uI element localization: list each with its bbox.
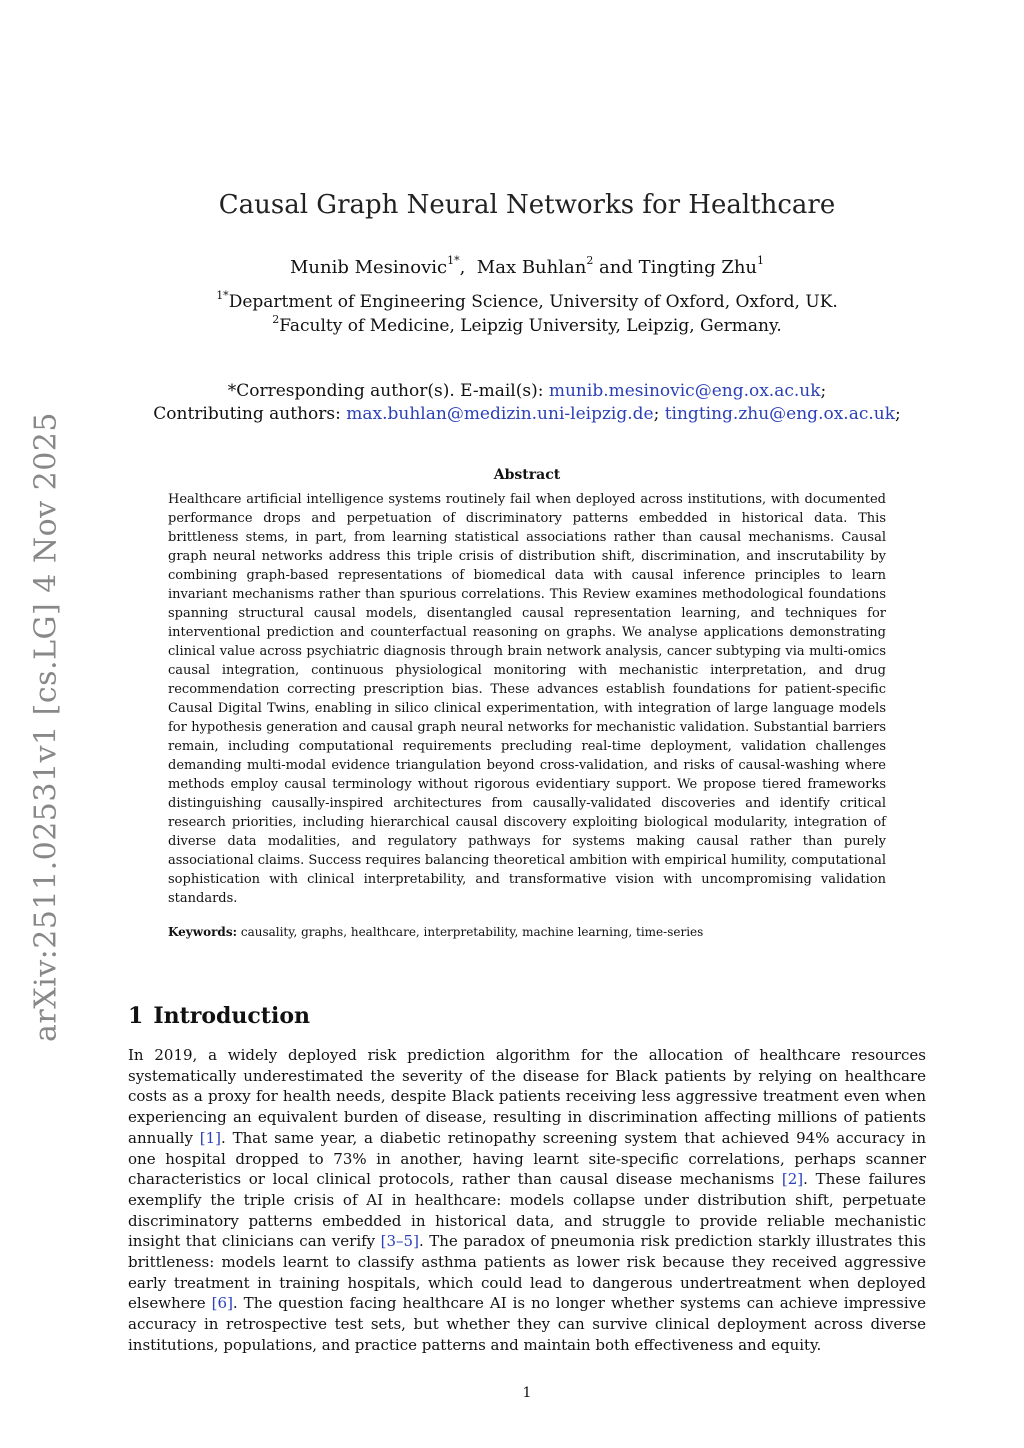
author-name: Tingting Zhu — [638, 257, 758, 278]
paragraph-text: . That same year, a diabetic retinopathy screening system that achieved 94% accuracy in one hospital dropped to 73% in another, having learnt site-specific correlations, perhaps scanner characteristics or local clinical protocols, rather than causal disease mechanisms — [128, 1128, 926, 1189]
citation-link[interactable]: [6] — [211, 1294, 233, 1313]
paper-title: Causal Graph Neural Networks for Healthcare — [218, 190, 836, 220]
introduction-paragraph — [128, 1045, 926, 1356]
affiliation-1 — [0, 289, 1024, 312]
paragraph-text: . The question facing healthcare AI is no longer whether systems can achieve impressive accuracy in retrospective test sets, but whether they can survive clinical deployment across diverse institutions, populations, and practice patterns and maintain both effectiveness and equity. — [128, 1294, 926, 1354]
author-name: Munib Mesinovic — [289, 257, 448, 278]
arxiv-sidebar — [22, 412, 70, 1042]
arxiv-identifier: arXiv:2511.02531v1 [cs.LG] 4 Nov 2025 — [28, 412, 64, 1042]
section-number: 1 — [128, 1003, 144, 1029]
author-sup: 1* — [447, 254, 460, 267]
contributing-label: Contributing authors: — [153, 404, 347, 424]
paragraph-text: . These failures exemplify the triple crisis of AI in healthcare: models collapse under distribution shift, perpetuate discriminatory patterns embedded in historical data, and struggle to provide reliable mechanistic insight that clinicians can verify — [128, 1170, 926, 1251]
keywords-line — [168, 923, 886, 941]
author-sep: , — [459, 257, 477, 278]
page-number: 1 — [522, 1385, 532, 1401]
contributing-line — [0, 404, 1024, 424]
author-sup: 1 — [757, 254, 765, 267]
email-link-corresponding[interactable]: munib.mesinovic@eng.ox.ac.uk — [548, 381, 821, 401]
corresponding-end: ; — [820, 381, 827, 401]
author-sep: and — [593, 257, 639, 278]
corresponding-label: *Corresponding author(s). E-mail(s): — [227, 381, 549, 401]
affiliation-sup: 2 — [272, 313, 280, 326]
email-link-contributor-1[interactable]: max.buhlan@medizin.uni-leipzig.de — [346, 404, 654, 424]
email-separator: ; — [653, 404, 665, 424]
citation-link[interactable]: [3–5] — [380, 1232, 419, 1251]
author-sup: 2 — [586, 254, 594, 267]
section-title: Introduction — [153, 1003, 310, 1029]
keywords-list: causality, graphs, healthcare, interpretability, machine learning, time-series — [240, 925, 704, 939]
affiliation-sup: 1* — [216, 289, 229, 302]
author-list — [0, 254, 1024, 278]
abstract-body: Healthcare artificial intelligence systems routinely fail when deployed across institutions, with documented performance drops and perpetuation of discriminatory patterns embedded in historical data. This brittleness stems, in part, from learning statistical associations rather than causal mechanisms. Causal graph neural networks address this triple crisis of distribution shift, discrimination, and inscrutability by combining graph-based representations of biomedical data with causal inference principles to learn invariant mechanisms rather than spurious correlations. This Review examines methodological foundations spanning structural causal models, disentangled causal representation learning, and techniques for interventional prediction and counterfactual reasoning on graphs. We analyse applications demonstrating clinical value across psychiatric diagnosis through brain network analysis, cancer subtyping via multi-omics causal integration, continuous physiological monitoring with mechanistic interpretation, and drug recommendation correcting prescription bias. These advances establish foundations for patient-specific Causal Digital Twins, enabling in silico clinical experimentation, with integration of large language models for hypothesis generation and causal graph neural networks for mechanistic validation. Substantial barriers remain, including computational requirements precluding real-time deployment, validation challenges demanding multi-modal evidence triangulation beyond cross-validation, and risks of causal-washing where methods employ causal terminology without rigorous evidentiary support. We propose tiered frameworks distinguishing causally-inspired architectures from causally-validated discoveries and identify critical research priorities, including hierarchical causal discovery exploiting biological modularity, integration of diverse data modalities, and regulatory pathways for systems making causal rather than purely associational claims. Success requires balancing theoretical ambition with empirical humility, computational sophistication with clinical interpretability, and transformative vision with uncompromising validation standards. — [168, 492, 886, 906]
author-name: Max Buhlan — [476, 257, 587, 278]
corresponding-line — [0, 381, 1024, 401]
email-link-contributor-2[interactable]: tingting.zhu@eng.ox.ac.uk — [664, 404, 896, 424]
abstract-heading: Abstract — [493, 467, 561, 483]
keywords-label: Keywords: — [168, 925, 238, 939]
affiliation-text: Department of Engineering Science, University of Oxford, Oxford, UK. — [228, 292, 838, 312]
citation-link[interactable]: [1] — [199, 1128, 222, 1147]
citation-link[interactable]: [2] — [781, 1170, 804, 1189]
paragraph-text: . The paradox of pneumonia risk prediction starkly illustrates this brittleness: models learnt to classify asthma patients as lower risk because they received aggressive early treatment in training hospitals, which could lead to dangerous undertreatment when deployed elsewhere — [128, 1232, 926, 1313]
affiliation-text: Faculty of Medicine, Leipzig University, Leipzig, Germany. — [279, 316, 782, 336]
affiliation-2 — [0, 313, 1024, 336]
section-heading — [128, 1003, 310, 1029]
contributing-end: ; — [895, 404, 901, 424]
paragraph-text: In 2019, a widely deployed risk prediction algorithm for the allocation of healthcare resources systematically underestimated the severity of the disease for Black patients by relying on healthcare costs as a proxy for health needs, despite Black patients receiving less aggressive treatment even when experiencing an equivalent burden of disease, resulting in discrimination affecting millions of patients annually — [128, 1046, 926, 1147]
